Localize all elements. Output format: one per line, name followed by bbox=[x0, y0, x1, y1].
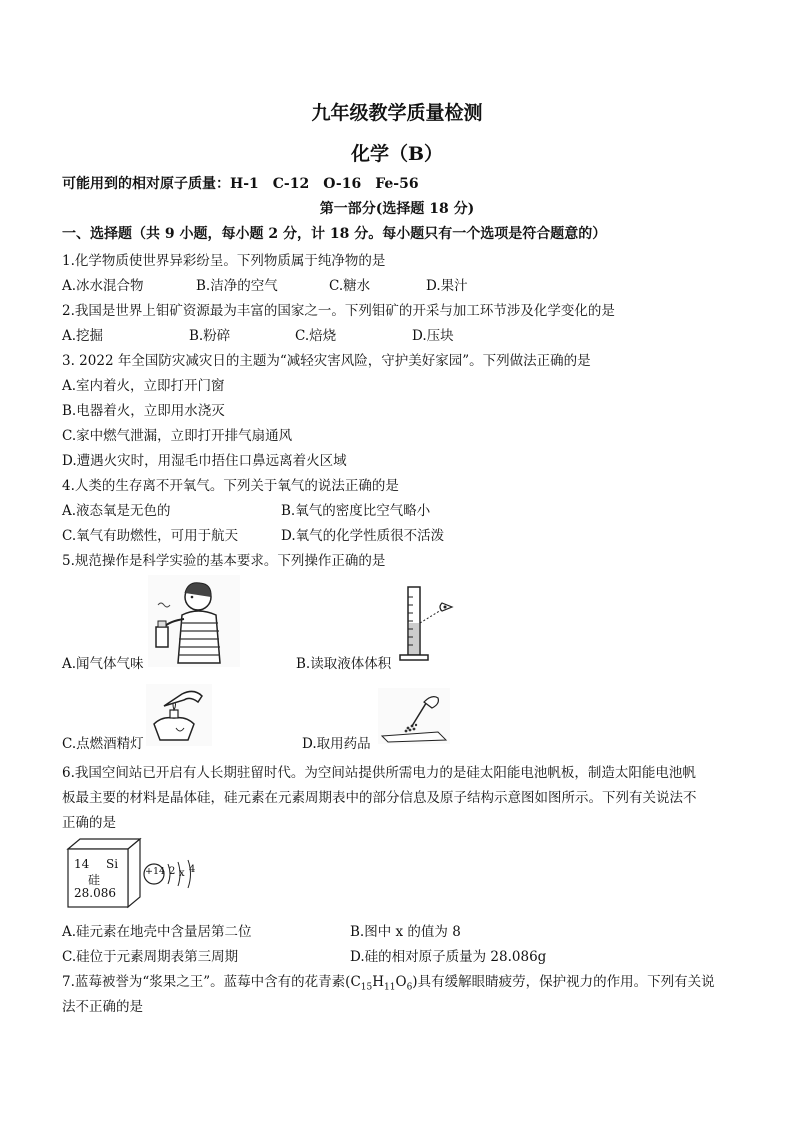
q3-option-c: C.家中燃气泄漏，立即打开排气扇通风 bbox=[62, 428, 293, 444]
q2-stem: 2.我国是世界上钼矿资源最为丰富的国家之一。下列钼矿的开采与加工环节涉及化学变化的是 bbox=[62, 303, 615, 319]
q5-option-c: C.点燃酒精灯 bbox=[62, 736, 144, 752]
q7-stem-pre: 7.蓝莓被誉为“浆果之王”。蓝莓中含有的花青素( bbox=[62, 974, 351, 990]
q4-option-a: A.液态氧是无色的 bbox=[62, 503, 171, 519]
q2-option-a: A.挖掘 bbox=[62, 328, 104, 344]
q4-option-b: B.氧气的密度比空气略小 bbox=[281, 503, 431, 519]
q6-option-c: C.硅位于元素周期表第三周期 bbox=[62, 949, 239, 965]
formula-o-sub: 6 bbox=[406, 982, 413, 993]
q2-option-c: C.焙烧 bbox=[295, 328, 337, 344]
q3-option-d: D.遭遇火灾时，用湿毛巾捂住口鼻远离着火区域 bbox=[62, 453, 347, 469]
q3-option-a: A.室内着火，立即打开门窗 bbox=[62, 378, 225, 394]
q6-stem-line2: 板最主要的材料是晶体硅，硅元素在元素周期表中的部分信息及原子结构示意图如图所示。下列有关说法不 bbox=[62, 790, 697, 806]
q1-option-a: A.冰水混合物 bbox=[62, 278, 144, 294]
smelling-gas-figure bbox=[148, 575, 240, 667]
nucleus-charge: +14 bbox=[145, 866, 166, 877]
alcohol-lamp-figure bbox=[146, 684, 212, 746]
q3-option-b: B.电器着火，立即用水浇灭 bbox=[62, 403, 225, 419]
taking-reagent-figure bbox=[378, 688, 450, 744]
q7-stem-post: )具有缓解眼睛疲劳，保护视力的作用。下列有关说 bbox=[412, 974, 715, 990]
q4-option-c: C.氧气有助燃性，可用于航天 bbox=[62, 528, 239, 544]
page-subtitle: 化学（B） bbox=[350, 143, 444, 165]
atomic-masses: 可能用到的相对原子质量：H-1 C-12 O-16 Fe-56 bbox=[62, 176, 419, 192]
measuring-cylinder-figure bbox=[398, 583, 460, 663]
q2-option-d: D.压块 bbox=[412, 328, 454, 344]
formula-o: O bbox=[395, 974, 407, 990]
q7-stem-line1 bbox=[62, 970, 715, 993]
q6-option-b: B.图中 x 的值为 8 bbox=[350, 924, 461, 940]
formula-h-sub: 11 bbox=[384, 982, 396, 993]
q1-option-c: C.糖水 bbox=[329, 278, 371, 294]
q5-option-a: A.闻气体气味 bbox=[62, 656, 144, 672]
q7-stem-line2: 法不正确的是 bbox=[62, 999, 143, 1015]
part-heading: 第一部分(选择题 18 分) bbox=[319, 201, 475, 217]
q2-option-b: B.粉碎 bbox=[189, 328, 231, 344]
q6-stem-line1: 6.我国空间站已开启有人长期驻留时代。为空间站提供所需电力的是硅太阳能电池帆板，制造太阳能电池帆 bbox=[62, 765, 696, 781]
q4-stem: 4.人类的生存离不开氧气。下列关于氧气的说法正确的是 bbox=[62, 478, 399, 494]
q6-stem-line3: 正确的是 bbox=[62, 815, 116, 831]
shell-3-electrons: 4 bbox=[189, 864, 196, 875]
q5-option-d: D.取用药品 bbox=[302, 736, 371, 752]
q5-option-b: B.读取液体体积 bbox=[296, 656, 392, 672]
q1-option-d: D.果汁 bbox=[426, 278, 468, 294]
shell-1-electrons: 2 bbox=[169, 866, 176, 877]
formula-c: C bbox=[350, 974, 361, 990]
formula-h: H bbox=[372, 974, 385, 990]
q6-option-a: A.硅元素在地壳中含量居第二位 bbox=[62, 924, 252, 940]
page-title: 九年级教学质量检测 bbox=[311, 102, 483, 124]
cell-element-name: 硅 bbox=[88, 873, 101, 887]
q6-option-d: D.硅的相对原子质量为 28.086g bbox=[350, 949, 547, 965]
q3-stem: 3. 2022 年全国防灾减灾日的主题为“减轻灾害风险，守护美好家园”。下列做法正确的是 bbox=[62, 353, 591, 369]
q1-option-b: B.洁净的空气 bbox=[196, 278, 278, 294]
cell-atomic-mass: 28.086 bbox=[74, 886, 116, 900]
q5-stem: 5.规范操作是科学实验的基本要求。下列操作正确的是 bbox=[62, 553, 386, 569]
q1-stem: 1.化学物质使世界异彩纷呈。下列物质属于纯净物的是 bbox=[62, 253, 386, 269]
cell-symbol: Si bbox=[106, 857, 119, 871]
cell-atomic-number: 14 bbox=[74, 857, 90, 871]
section-heading: 一、选择题（共 9 小题，每小题 2 分，计 18 分。每小题只有一个选项是符合题意的） bbox=[62, 226, 607, 242]
shell-2-electrons: x bbox=[179, 868, 185, 879]
q4-option-d: D.氧气的化学性质很不活泼 bbox=[281, 528, 445, 544]
formula-c-sub: 15 bbox=[360, 982, 373, 993]
